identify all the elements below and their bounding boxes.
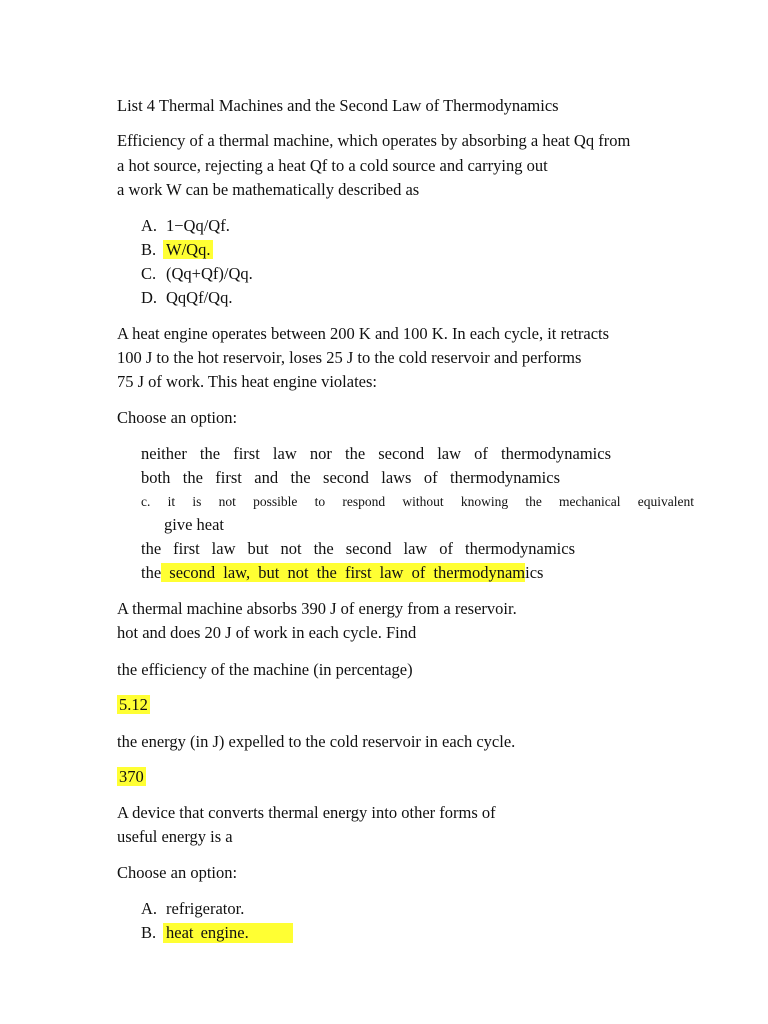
question-text-line: Efficiency of a thermal machine, which operates by absorbing a heat Qq from bbox=[117, 131, 631, 150]
option-text-highlighted bbox=[163, 240, 213, 260]
page-title: List 4 Thermal Machines and the Second Law of Thermodynamics bbox=[117, 96, 559, 115]
option-text: 1−Qq/Qf. bbox=[166, 216, 230, 235]
answer-highlight: W/Qq. bbox=[163, 240, 213, 259]
sub-question: the energy (in J) expelled to the cold reservoir in each cycle. bbox=[117, 732, 516, 751]
option-letter: B. bbox=[141, 240, 157, 259]
option-text-continued: give heat bbox=[164, 515, 225, 534]
option-letter: A. bbox=[141, 899, 158, 918]
option-letter: C. bbox=[141, 264, 157, 283]
question-text-line: hot and does 20 J of work in each cycle. Find bbox=[117, 623, 417, 642]
option-text: c. it is not possible to respond without knowing the mechanical equivalent bbox=[141, 494, 694, 509]
option-text: QqQf/Qq. bbox=[166, 288, 233, 307]
option-text: refrigerator. bbox=[166, 899, 245, 918]
question-text-line: 75 J of work. This heat engine violates: bbox=[117, 372, 377, 391]
option-text-highlighted bbox=[141, 563, 543, 583]
question-text-line: a work W can be mathematically described as bbox=[117, 180, 420, 199]
answer-highlight: heat engine. bbox=[163, 923, 293, 943]
question-text-line: a hot source, rejecting a heat Qf to a cold source and carrying out bbox=[117, 156, 548, 175]
question-text-line: useful energy is a bbox=[117, 827, 233, 846]
answer-value bbox=[117, 695, 150, 715]
option-text: both the first and the second laws of thermodynamics bbox=[141, 468, 560, 487]
answer-value bbox=[117, 767, 146, 787]
answer-highlight: 370 bbox=[119, 767, 144, 786]
option-text: (Qq+Qf)/Qq. bbox=[166, 264, 253, 283]
question-text-line: 100 J to the hot reservoir, loses 25 J to the cold reservoir and performs bbox=[117, 348, 582, 367]
question-text-line: A heat engine operates between 200 K and 100 K. In each cycle, it retracts bbox=[117, 324, 610, 343]
option-prefix: the bbox=[141, 563, 162, 582]
option-letter: B. bbox=[141, 923, 157, 942]
answer-highlight: second law, but not the first law of thermodynam bbox=[161, 563, 526, 582]
option-suffix: ics bbox=[525, 563, 544, 582]
option-text-highlighted bbox=[163, 923, 293, 943]
option-letter: D. bbox=[141, 288, 158, 307]
option-letter: A. bbox=[141, 216, 158, 235]
question-text-line: A device that converts thermal energy into other forms of bbox=[117, 803, 496, 822]
option-text: neither the first law nor the second law of thermodynamics bbox=[141, 444, 611, 463]
choose-option-label: Choose an option: bbox=[117, 408, 238, 427]
option-text: the first law but not the second law of thermodynamics bbox=[141, 539, 575, 558]
answer-highlight: 5.12 bbox=[119, 695, 148, 714]
sub-question: the efficiency of the machine (in percentage) bbox=[117, 660, 413, 679]
choose-option-label: Choose an option: bbox=[117, 863, 238, 882]
question-text-line: A thermal machine absorbs 390 J of energy from a reservoir. bbox=[117, 599, 517, 618]
